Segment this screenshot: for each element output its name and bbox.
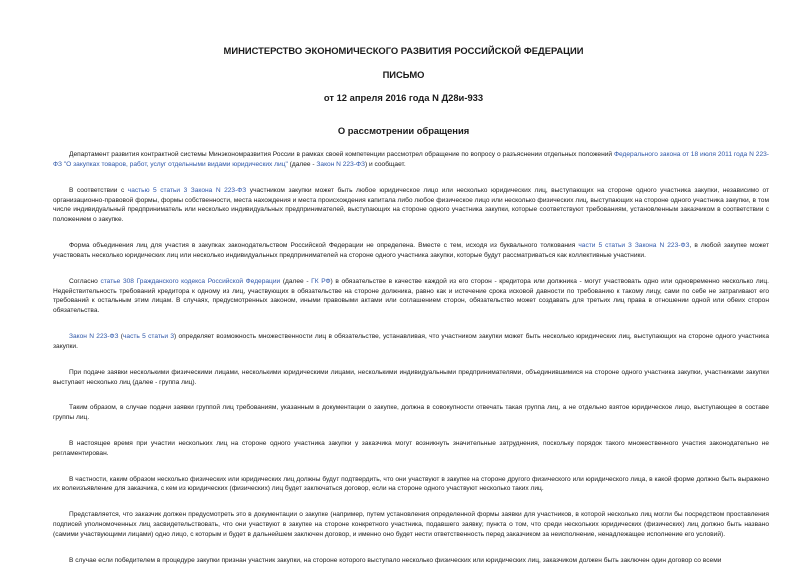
part5-article3-link[interactable]: часть 5 статьи 3 (123, 333, 175, 341)
law-223fz-link[interactable]: Закон N 223-ФЗ (316, 160, 365, 168)
paragraph-8: В настоящее время при участии нескольких лиц на стороне одного участника закупки у заказчика могут возникнуть значительные затруднения, поскольку порядок такого множественного участия законодательно не регламентирован. (53, 439, 769, 457)
paragraph-1: Департамент развития контрактной системы Минэкономразвития России в рамках своей компетенции рассмотрел обращение по вопросу о разъяснении отдельных положений Федерального закона от 18 июля 2011 года N 223-ФЗ "О закупках товаров, работ, услуг отдельными видами юридических лиц" (далее - Закон N 223-ФЗ) и сообщает. (53, 151, 769, 168)
document-date-number: от 12 апреля 2016 года N Д28и-933 (323, 92, 484, 103)
civil-code-link[interactable]: ГК РФ (311, 277, 331, 285)
paragraph-9: В частности, каким образом несколько физических или юридических лиц должны будут подтвердить, что они участвуют в закупке на стороне другого физического или юридического лица, в какой форме должно быть выражено их волеизъявление для заказчика, с кем из юридических (физических) лиц будет заключаться договор, если на стороне одного участвуют несколько таких лиц. (53, 475, 769, 493)
paragraph-11: В случае если победителем в процедуре закупки признан участник закупки, на стороне которого выступало несколько физических или юридических лиц, заказчиком должен быть заключен один договор со всеми (69, 556, 722, 564)
paragraph-3: Форма объединения лиц для участия в закупках законодательством Российской Федерации не определена. Вместе с тем, исходя из буквального толкования части 5 статьи 3 Закона N 223-ФЗ, в любой закупке может участвовать несколько юридических лиц или несколько индивидуальных предпринимателей на стороне одного участника закупки, которые будут рассматриваться как коллективные участники. (53, 242, 770, 259)
paragraph-2: В соответствии с частью 5 статьи 3 Закона N 223-ФЗ участником закупки может быть любое юридическое лицо или несколько юридических лиц, выступающих на стороне одного участника закупки, независимо от организационно-правовой формы, формы собственности, места нахождения и места происхождения капитала либо любое физическое лицо или несколько физических лиц, выступающих на стороне одного участника закупки, в том числе индивидуальный предприниматель или несколько индивидуальных предпринимателей, выступающих на стороне одного участника закупки, которые соответствуют требованиям, установленным заказчиком в соответствии с положением о закупке. (53, 186, 770, 224)
law-223fz-link[interactable]: Закон N 223-ФЗ (69, 333, 119, 341)
ministry-name: МИНИСТЕРСТВО ЭКОНОМИЧЕСКОГО РАЗВИТИЯ РОССИЙСКОЙ ФЕДЕРАЦИИ (223, 45, 584, 56)
paragraph-10: Представляется, что заказчик должен предусмотреть это в документации о закупке (например, путем установления определенной формы заявки для участников, в которой несколько лиц могли бы посредством проставления подписей уполномоченных лиц засвидетельствовать, что они участвуют в закупке на стороне конкретного участника, подавшего заявку; пункта о том, что среди нескольких юридических (физических) лиц должно быть названо (самими участвующими лицами) одно лицо, с которым и будет в дальнейшем заключен договор, и именно оно будет нести ответственность перед заказчиком за неисполнение, ненадлежащее исполнение его условий). (53, 511, 769, 538)
part5-article3-link[interactable]: частью 5 статьи 3 Закона N 223-ФЗ (127, 186, 247, 194)
document-type: ПИСЬМО (382, 69, 425, 80)
law-223fz-full-link[interactable]: Федерального закона от 18 июля 2011 года N 223-ФЗ "О закупках товаров, работ, услуг отдельными видами юридических лиц" (53, 151, 769, 168)
paragraph-7: Таким образом, в случае подачи заявки группой лиц требованиям, указанным в документации о закупке, должна в совокупности отвечать такая группа лиц, а не отдельно взятое юридическое лицо, выступающее в составе группы лиц. (53, 404, 769, 422)
civil-code-article308-link[interactable]: статье 308 Гражданского кодекса Российской Федерации (100, 277, 281, 285)
document-body (53, 150, 769, 571)
paragraph-6: При подаче заявки несколькими физическими лицами, несколькими юридическими лицами, несколькими индивидуальными предпринимателями, объединившимися на стороне одного участника закупки, участниками закупки выступает несколько лиц (далее - группа лиц). (53, 368, 769, 386)
paragraph-5: Закон N 223-ФЗ (часть 5 статьи 3) определяет возможность множественности лиц в обязательстве, устанавливая, что участником закупки может быть несколько юридических лиц, выступающих на стороне одного участника закупки. (53, 333, 769, 350)
paragraph-4: Согласно статье 308 Гражданского кодекса Российской Федерации (далее - ГК РФ) в обязательстве в качестве каждой из его сторон - кредитора или должника - могут участвовать одно или одновременно несколько лиц. Недействительность требований кредитора к одному из лиц, участвующих в обязательстве на стороне должника, равно как и истечение срока исковой давности по требованию к такому лицу, сами по себе не затрагивают его требований к остальным этим лицам. В случаях, предусмотренных законом, иными правовыми актами или соглашением сторон, обязательство может создавать для третьих лиц права в отношении одной или обеих сторон обязательства. (53, 277, 769, 315)
document-subject: О рассмотрении обращения (337, 125, 470, 136)
part5-article3-link[interactable]: части 5 статьи 3 Закона N 223-ФЗ (578, 242, 690, 250)
